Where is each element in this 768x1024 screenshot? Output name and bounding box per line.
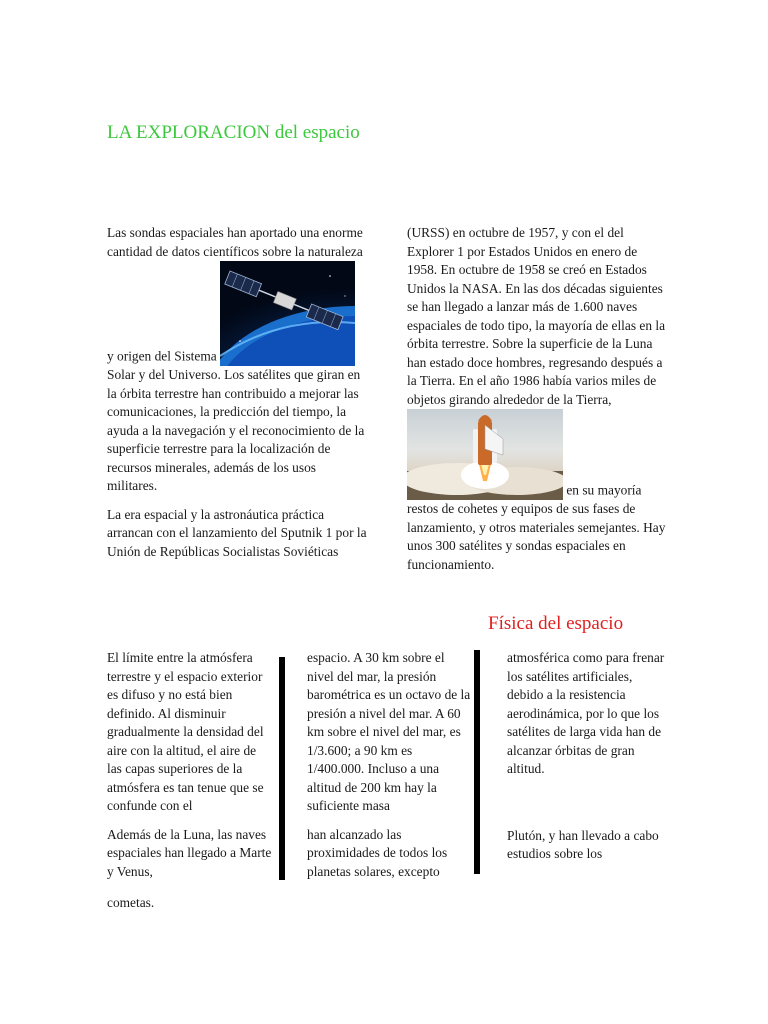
right-p1-text-before: (URSS) en octubre de 1957, y con el del Explorer 1 por Estados Unidos en enero de 1958. En octubre de 1958 se creó en Estados Unidos la NASA. En las dos décadas siguientes se han llegado a lanzar más de 1.600 naves espaciales de todo tipo, la mayoría de ellas en la órbita terrestre. Sobre la superficie de la Luna han estado doce hombres, regresando después a la Tierra. En el año 1986 había varios miles de objetos girando alrededor de la Tierra,: [407, 225, 666, 407]
left-column: [107, 224, 369, 561]
physics-column-1: [107, 649, 272, 881]
physics-column-3: [507, 649, 672, 864]
footer-text: cometas.: [107, 895, 155, 910]
column-divider-1: [279, 657, 285, 880]
column-divider-2: [474, 650, 480, 874]
right-paragraph-1: [407, 224, 669, 574]
section-title: Física del espacio: [488, 613, 624, 634]
left-p1-text-after: Solar y del Universo. Los satélites que giran en la órbita terrestre han contribuido a mejorar las comunicaciones, la predicción del tiempo, la ayuda a la navegación y el reconocimiento de la superficie terrestre para la localización de recursos minerales, además de los usos militares.: [107, 367, 365, 493]
left-paragraph-1: [107, 224, 369, 496]
right-column: [407, 224, 669, 574]
physics-col3-paragraph-2: Plutón, y han llevado a cabo estudios sobre los: [507, 827, 659, 861]
left-p1-text-before: Las sondas espaciales han aportado una enorme cantidad de datos científicos sobre la naturaleza y origen del Sistema: [107, 225, 363, 364]
physics-col1-paragraph-2: Además de la Luna, las naves espaciales han llegado a Marte y Venus,: [107, 826, 272, 879]
right-p1-text-after: en su mayoría restos de cohetes y equipos de sus fases de lanzamiento, y otros materiales semejantes. Hay unos 300 satélites y sondas espaciales en funcionamiento.: [407, 482, 666, 572]
physics-col2-paragraph-1: espacio. A 30 km sobre el nivel del mar, la presión barométrica es un octavo de la presión a nivel del mar. A 60 km sobre el nivel del mar, es 1/3.600; a 90 km es 1/400.000. Incluso a una altitud de 200 km hay la suficiente masa: [307, 650, 471, 813]
left-paragraph-2: La era espacial y la astronáutica práctica arrancan con el lanzamiento del Sputnik 1 por la Unión de Repúblicas Socialistas Soviéticas: [107, 506, 367, 559]
rocket-launch-image: [407, 409, 563, 500]
document-title: LA EXPLORACION del espacio: [107, 122, 360, 143]
physics-col2-paragraph-2: han alcanzado las proximidades de todos los planetas solares, excepto: [307, 826, 448, 879]
physics-column-2: [307, 649, 472, 881]
satellite-image: [220, 261, 355, 366]
physics-col1-paragraph-1: El límite entre la atmósfera terrestre y el espacio exterior es difuso y no está bien definido. Al disminuir gradualmente la densidad del aire con la altitud, el aire de las capas superiores de la atmósfera es tan tenue que se confunde con el: [107, 650, 264, 813]
physics-col3-paragraph-1: atmosférica como para frenar los satélites artificiales, debido a la resistencia aerodinámica, por lo que los satélites de larga vida han de alcanzar órbitas de gran altitud.: [507, 650, 665, 776]
